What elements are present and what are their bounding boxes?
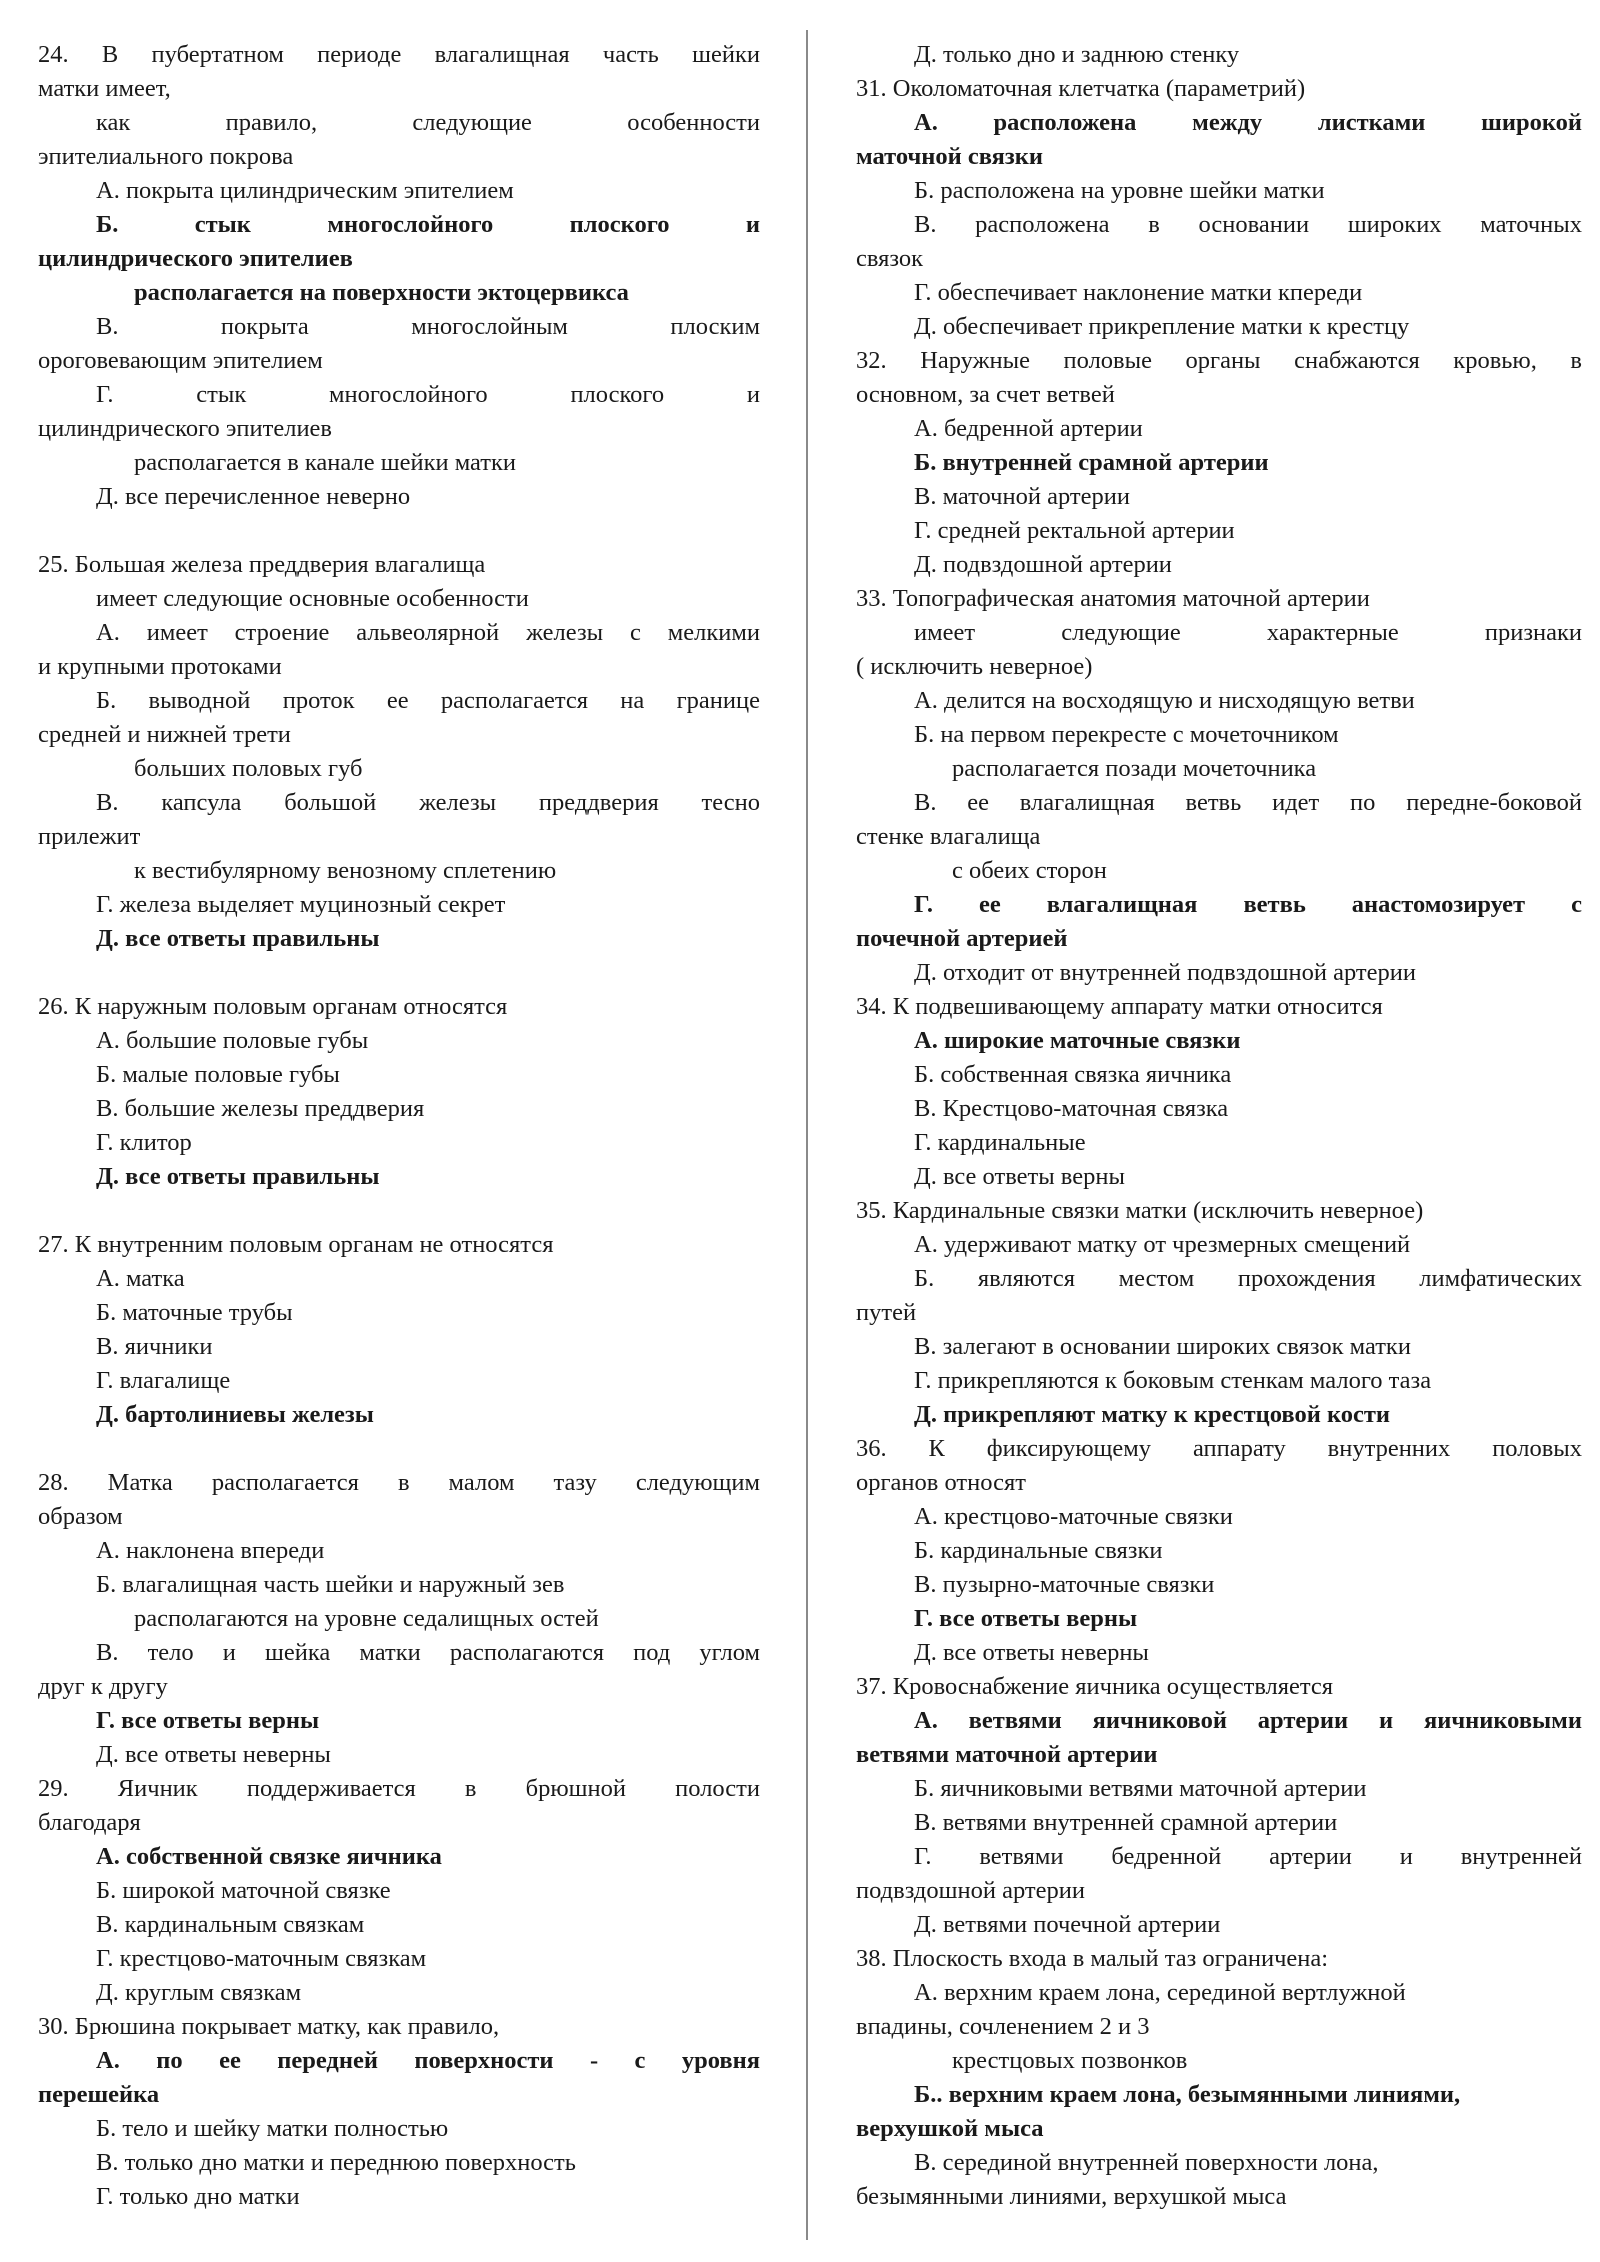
- right-text-line: Г. обеспечивает наклонение матки кпереди: [914, 279, 1363, 306]
- right-text-line: имеет следующие характерные признаки: [914, 619, 1582, 646]
- left-text-line: располагается на поверхности эктоцервикса: [134, 279, 629, 306]
- right-text-line: Б. являются местом прохождения лимфатических: [914, 1265, 1582, 1292]
- right-text-line: А. удерживают матку от чрезмерных смещений: [914, 1231, 1411, 1258]
- right-text-line: верхушкой мыса: [856, 2115, 1044, 2142]
- left-blank-line: [38, 1432, 760, 1466]
- left-text-line: В. покрыта многослойным плоским: [96, 313, 760, 340]
- left-text-line: Б. стык многослойного плоского и: [96, 211, 760, 238]
- left-text-line: Г. железа выделяет муцинозный секрет: [96, 891, 506, 918]
- right-text-line: Б. кардинальные связки: [914, 1537, 1163, 1564]
- right-text-line: 37. Кровоснабжение яичника осуществляется: [856, 1673, 1334, 1700]
- right-text-line: Д. обеспечивает прикрепление матки к крестцу: [914, 313, 1410, 340]
- right-text-line: А. делится на восходящую и нисходящую ветви: [914, 687, 1415, 714]
- right-text-line: 32. Наружные половые органы снабжаются кровью, в: [856, 347, 1582, 374]
- right-text-line: стенке влагалища: [856, 823, 1041, 850]
- left-text-line: Г. все ответы верны: [96, 1707, 320, 1734]
- left-text-line: 29. Яичник поддерживается в брюшной полости: [38, 1775, 760, 1802]
- left-text-line: 27. К внутренним половым органам не относятся: [38, 1231, 554, 1258]
- left-text-line: Д. бартолиниевы железы: [96, 1401, 374, 1428]
- left-text-line: Д. все ответы правильны: [96, 925, 380, 952]
- right-text-line: В. ветвями внутренней срамной артерии: [914, 1809, 1338, 1836]
- right-text-line: А. верхним краем лона, серединой вертлужной: [914, 1979, 1406, 2006]
- right-text-line: В. пузырно-маточные связки: [914, 1571, 1215, 1598]
- left-text-line: А. большие половые губы: [96, 1027, 369, 1054]
- right-text-line: крестцовых позвонков: [952, 2047, 1188, 2074]
- right-text-line: Г. кардинальные: [914, 1129, 1086, 1156]
- right-text-line: 35. Кардинальные связки матки (исключить неверное): [856, 1197, 1424, 1224]
- left-text-line: Д. все ответы неверны: [96, 1741, 331, 1768]
- left-text-line: Г. клитор: [96, 1129, 192, 1156]
- left-text-line: матки имеет,: [38, 75, 171, 102]
- right-text-line: органов относят: [856, 1469, 1026, 1496]
- left-text-line: А. матка: [96, 1265, 185, 1292]
- left-text-line: ороговевающим эпителием: [38, 347, 323, 374]
- left-text-line: 26. К наружным половым органам относятся: [38, 993, 508, 1020]
- right-text-line: Д. подвздошной артерии: [914, 551, 1172, 578]
- left-text-line: цилиндрического эпителиев: [38, 415, 332, 442]
- left-text-line: Б. маточные трубы: [96, 1299, 293, 1326]
- left-text-line: В. яичники: [96, 1333, 213, 1360]
- left-text-line: располагается в канале шейки матки: [134, 449, 517, 476]
- left-text-line: цилиндрического эпителиев: [38, 245, 353, 272]
- right-text-line: А. широкие маточные связки: [914, 1027, 1241, 1054]
- right-text-line: Г. средней ректальной артерии: [914, 517, 1235, 544]
- left-text-line: 28. Матка располагается в малом тазу следующим: [38, 1469, 760, 1496]
- right-text-line: 31. Околоматочная клетчатка (параметрий): [856, 75, 1306, 102]
- left-blank-line: [38, 956, 760, 990]
- right-text-line: А. бедренной артерии: [914, 415, 1143, 442]
- left-text-line: Б. выводной проток ее располагается на границе: [96, 687, 760, 714]
- left-blank-line: [38, 514, 760, 548]
- right-text-line: Б. на первом перекресте с мочеточником: [914, 721, 1339, 748]
- left-text-line: Г. влагалище: [96, 1367, 231, 1394]
- left-text-line: А. по ее передней поверхности - с уровня: [96, 2047, 760, 2074]
- left-text-line: имеет следующие основные особенности: [96, 585, 529, 612]
- left-text-line: А. собственной связке яичника: [96, 1843, 442, 1870]
- left-text-line: Д. все перечисленное неверно: [96, 483, 411, 510]
- left-text-line: А. наклонена впереди: [96, 1537, 325, 1564]
- left-text-line: В. капсула большой железы преддверия тесно: [96, 789, 760, 816]
- left-text-line: благодаря: [38, 1809, 141, 1836]
- left-text-line: 24. В пубертатном периоде влагалищная часть шейки: [38, 41, 760, 68]
- right-text-line: В. ее влагалищная ветвь идет по передне-боковой: [914, 789, 1582, 816]
- left-column: [38, 38, 760, 2214]
- left-text-line: и крупными протоками: [38, 653, 282, 680]
- left-text-line: 30. Брюшина покрывает матку, как правило,: [38, 2013, 500, 2040]
- right-text-line: Д. все ответы неверны: [914, 1639, 1149, 1666]
- right-text-line: Д. все ответы верны: [914, 1163, 1125, 1190]
- right-text-line: В. Крестцово-маточная связка: [914, 1095, 1229, 1122]
- right-text-line: Г. ее влагалищная ветвь анастомозирует с: [914, 891, 1582, 918]
- right-text-line: В. залегают в основании широких связок матки: [914, 1333, 1411, 1360]
- left-text-line: как правило, следующие особенности: [96, 109, 760, 136]
- left-text-line: эпителиального покрова: [38, 143, 294, 170]
- right-text-line: 33. Топографическая анатомия маточной артерии: [856, 585, 1370, 612]
- right-text-line: впадины, сочленением 2 и 3: [856, 2013, 1150, 2040]
- right-text-line: А. крестцово-маточные связки: [914, 1503, 1233, 1530]
- right-text-line: Б. яичниковыми ветвями маточной артерии: [914, 1775, 1367, 1802]
- right-text-line: Д. прикрепляют матку к крестцовой кости: [914, 1401, 1391, 1428]
- right-text-line: Д. ветвями почечной артерии: [914, 1911, 1221, 1938]
- left-text-line: В. тело и шейка матки располагаются под углом: [96, 1639, 760, 1666]
- right-text-line: подвздошной артерии: [856, 1877, 1085, 1904]
- left-text-line: больших половых губ: [134, 755, 363, 782]
- left-text-line: средней и нижней трети: [38, 721, 291, 748]
- right-text-line: А. расположена между листками широкой: [914, 109, 1582, 136]
- right-text-line: 36. К фиксирующему аппарату внутренних половых: [856, 1435, 1582, 1462]
- right-text-line: Д. только дно и заднюю стенку: [914, 41, 1240, 68]
- right-text-line: Д. отходит от внутренней подвздошной артерии: [914, 959, 1416, 986]
- right-text-line: с обеих сторон: [952, 857, 1107, 884]
- right-text-line: располагается позади мочеточника: [952, 755, 1317, 782]
- left-text-line: А. имеет строение альвеолярной железы с мелкими: [96, 619, 760, 646]
- left-text-line: В. большие железы преддверия: [96, 1095, 425, 1122]
- left-text-line: Б. широкой маточной связке: [96, 1877, 391, 1904]
- left-text-line: А. покрыта цилиндрическим эпителием: [96, 177, 514, 204]
- right-text-line: Б. расположена на уровне шейки матки: [914, 177, 1325, 204]
- right-text-line: Г. ветвями бедренной артерии и внутренней: [914, 1843, 1582, 1870]
- right-text-line: Б. внутренней срамной артерии: [914, 449, 1269, 476]
- right-text-line: почечной артерией: [856, 925, 1068, 952]
- right-text-line: 34. К подвешивающему аппарату матки относится: [856, 993, 1383, 1020]
- left-text-line: Б. тело и шейку матки полностью: [96, 2115, 449, 2142]
- left-text-line: Г. стык многослойного плоского и: [96, 381, 760, 408]
- right-text-line: Г. прикрепляются к боковым стенкам малого таза: [914, 1367, 1432, 1394]
- left-text-line: Б. малые половые губы: [96, 1061, 340, 1088]
- left-text-line: В. кардинальным связкам: [96, 1911, 365, 1938]
- right-text-line: основном, за счет ветвей: [856, 381, 1115, 408]
- left-text-line: перешейка: [38, 2081, 160, 2108]
- left-text-line: к вестибулярному венозному сплетению: [134, 857, 557, 884]
- right-text-line: маточной связки: [856, 143, 1044, 170]
- right-text-line: безымянными линиями, верхушкой мыса: [856, 2183, 1287, 2210]
- right-text-line: путей: [856, 1299, 917, 1326]
- right-text-line: В. серединой внутренней поверхности лона,: [914, 2149, 1379, 2176]
- left-text-line: друг к другу: [38, 1673, 168, 1700]
- right-column: [856, 38, 1582, 2214]
- right-text-line: Г. все ответы верны: [914, 1605, 1138, 1632]
- right-text-line: В. расположена в основании широких маточных: [914, 211, 1582, 238]
- right-text-line: ( исключить неверное): [856, 653, 1093, 680]
- left-text-line: Б. влагалищная часть шейки и наружный зев: [96, 1571, 565, 1598]
- left-text-line: Г. только дно матки: [96, 2183, 300, 2210]
- right-text-line: 38. Плоскость входа в малый таз ограничена:: [856, 1945, 1329, 1972]
- left-text-line: Д. все ответы правильны: [96, 1163, 380, 1190]
- right-text-line: ветвями маточной артерии: [856, 1741, 1158, 1768]
- left-text-line: Д. круглым связкам: [96, 1979, 302, 2006]
- left-text-line: прилежит: [38, 823, 141, 850]
- left-text-line: располагаются на уровне седалищных остей: [134, 1605, 599, 1632]
- left-text-line: Г. крестцово-маточным связкам: [96, 1945, 427, 1972]
- right-text-line: В. маточной артерии: [914, 483, 1130, 510]
- right-text-line: связок: [856, 245, 924, 272]
- left-text-line: В. только дно матки и переднюю поверхность: [96, 2149, 576, 2176]
- column-divider: [806, 30, 808, 2240]
- left-text-line: образом: [38, 1503, 123, 1530]
- right-text-line: Б. собственная связка яичника: [914, 1061, 1232, 1088]
- right-text-line: Б.. верхним краем лона, безымянными линиями,: [914, 2081, 1461, 2108]
- left-text-line: 25. Большая железа преддверия влагалища: [38, 551, 486, 578]
- right-text-line: А. ветвями яичниковой артерии и яичниковыми: [914, 1707, 1582, 1734]
- left-blank-line: [38, 1194, 760, 1228]
